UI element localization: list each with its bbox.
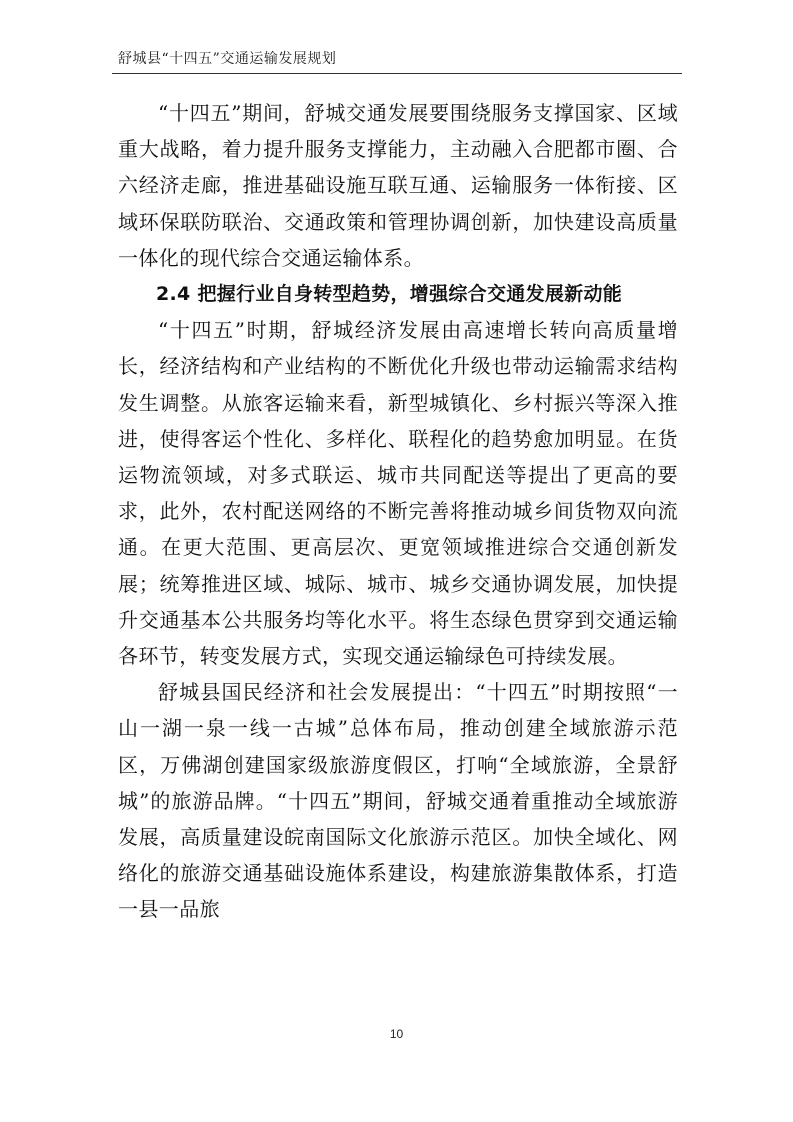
paragraph-3: 舒城县国民经济和社会发展提出：“十四五”时期按照“一山一湖一泉一线一古城”总体布局，推动创建全域旅游示范区，万佛湖创建国家级旅游度假区，打响“全域旅游，全景舒城”的旅游品牌。“十四五”期间，舒城交通着重推动全域旅游发展，高质量建设皖南国际文化旅游示范区。加快全域化、网络化的旅游交通基础设施体系建设，构建旅游集散体系，打造一县一品旅 — [118, 680, 678, 922]
document-body — [118, 95, 678, 928]
paragraph-2: “十四五”时期，舒城经济发展由高速增长转向高质量增长，经济结构和产业结构的不断优化升级也带动运输需求结构发生调整。从旅客运输来看，新型城镇化、乡村振兴等深入推进，使得客运个性化、多样化、联程化的趋势愈加明显。在货运物流领域，对多式联运、城市共同配送等提出了更高的要求，此外，农村配送网络的不断完善将推动城乡间货物双向流通。在更大范围、更高层次、更宽领域推进综合交通创新发展；统筹推进区域、城际、城市、城乡交通协调发展，加快提升交通基本公共服务均等化水平。将生态绿色贯穿到交通运输各环节，转变发展方式，实现交通运输绿色可持续发展。 — [118, 318, 678, 669]
section-heading: 2.4 把握行业自身转型趋势，增强综合交通发展新动能 — [156, 283, 623, 306]
page-number: 10 — [389, 1027, 404, 1041]
running-header: 舒城县“十四五”交通运输发展规划 — [118, 51, 337, 67]
header-divider — [112, 73, 682, 74]
paragraph-1: “十四五”期间，舒城交通发展要围绕服务支撑国家、区域重大战略，着力提升服务支撑能力，主动融入合肥都市圈、合六经济走廊，推进基础设施互联互通、运输服务一体衔接、区域环保联防联治、交通政策和管理协调创新，加快建设高质量一体化的现代综合交通运输体系。 — [118, 101, 678, 270]
